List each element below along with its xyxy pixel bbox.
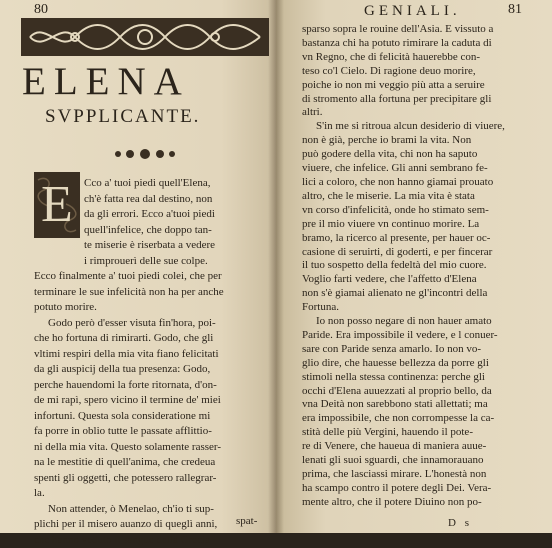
right-page — [276, 0, 552, 533]
text-line: Fortuna. — [302, 301, 548, 315]
text-line: infortuni. Questa sola consideratione mi — [34, 409, 274, 425]
body-text-right — [302, 23, 548, 510]
text-line: che hanno veduto il sangue della Grecia — [34, 533, 274, 548]
intro-text — [84, 176, 272, 269]
text-line: perche hauendomi la forte ritornata, d'on- — [34, 378, 274, 394]
page-number-right: 81 — [508, 2, 522, 18]
text-line: era impossibile, che non corrompesse la ca- — [302, 412, 548, 426]
running-head: GENIALI. — [364, 3, 461, 20]
signature-mark: D s — [448, 517, 472, 529]
text-line: altri. — [302, 106, 548, 120]
body-text-left — [34, 269, 274, 548]
text-line: il tuo sospetto della fedeltà del mio cuore. — [302, 259, 548, 273]
text-line: te miserie è riserbata a vedere — [84, 238, 272, 254]
text-line: Ecco finalmente a' tuoi piedi colei, che per — [34, 269, 274, 285]
text-line: Non attender, ò Menelao, ch'io ti sup- — [34, 502, 274, 518]
text-line: la. — [34, 486, 274, 502]
text-line: de mi rapì, spero vicino il termine de' miei — [34, 393, 274, 409]
text-line: bastanza chi ha potuto rimirare la caduta di — [302, 37, 548, 51]
text-line: potuto morire. — [34, 300, 274, 316]
catchword: spat- — [236, 515, 257, 527]
text-line: prima, che lasciassi mirare. L'honestà non — [302, 468, 548, 482]
text-line: da gli errori. Ecco a'tuoi piedi — [84, 207, 272, 223]
ornamental-headpiece-icon — [20, 17, 270, 57]
text-line: da gli auspicij della tua presenza: Godo, — [34, 362, 274, 378]
text-line: i rimprouerì delle sue colpe. — [84, 254, 272, 270]
text-line: che ho fortuna di rimirarti. Godo, che gli — [34, 331, 274, 347]
text-line: Paride. Era impossibile il vedere, e l conuer- — [302, 329, 548, 343]
text-line: stimoli nella stessa continenza: perche gli — [302, 371, 548, 385]
text-line: mente altro, che il potere Diuino non po- — [302, 496, 548, 510]
text-line: teso co'l Cielo. Di ragione deuo morire, — [302, 65, 548, 79]
text-line: bramo, la ricerco al presente, per hauer oc- — [302, 232, 548, 246]
left-page — [0, 0, 276, 533]
subtitle: SVPPLICANTE. — [45, 106, 275, 128]
text-line: occhi d'Elena auuezzati al proprio bello, da — [302, 385, 548, 399]
text-line: stità delle più Vergini, hauendo il pote- — [302, 426, 548, 440]
text-line: ni della mia vita. Questo solamente rasser- — [34, 440, 274, 456]
text-line: lenati gli suoi sguardi, che innamorauano — [302, 454, 548, 468]
title: ELENA — [22, 60, 272, 104]
decorated-initial — [34, 172, 80, 238]
text-line: terminare le sue infelicità non ha per anche — [34, 285, 274, 301]
text-line: sare con Paride senza amarlo. Io non vo- — [302, 343, 548, 357]
text-line: viuere, che infelice. Gli anni sembrano fe- — [302, 162, 548, 176]
text-line: S'in me si ritroua alcun desiderio di viuere, — [302, 120, 548, 134]
text-line: sparso sopra le rouine dell'Asia. E vissuto a — [302, 23, 548, 37]
page-number-left: 80 — [34, 2, 48, 18]
text-line: non s'è giamai alienato ne gl'incontri della — [302, 287, 548, 301]
text-line: di stromento alla fortuna per precipitare gli — [302, 93, 548, 107]
text-line: re di Venere, che haueua di maniera auue- — [302, 440, 548, 454]
book-gutter — [268, 0, 284, 533]
text-line: quell'infelice, che doppo tan- — [84, 223, 272, 239]
text-line: lici a coloro, che non hanno giamai prouato — [302, 176, 548, 190]
text-line: na le mestitie di quell'anima, che credeua — [34, 455, 274, 471]
text-line: spenti gli oggetti, che potessero rallegrar- — [34, 471, 274, 487]
text-line: Io non posso negare di non hauer amato — [302, 315, 548, 329]
text-line: poiche io non mi veggio più atta a seruire — [302, 79, 548, 93]
text-line: glio dire, che hauesse bellezza da porre gli — [302, 357, 548, 371]
text-line: plichi per il misero auanzo di queglì anni, — [34, 517, 274, 533]
text-line: vn corso d'infelicità, onde ho stimato sem- — [302, 204, 548, 218]
fleuron-ornament-icon — [110, 146, 180, 162]
text-line: ch'è fatta rea dal destino, non — [84, 192, 272, 208]
text-line: Cco a' tuoi piedi quell'Elena, — [84, 176, 272, 192]
text-line: altro, che le miserie. La mia vita è stata — [302, 190, 548, 204]
text-line: pre il mio viuere vn continuo morire. La — [302, 218, 548, 232]
text-line: casione di seruirti, di goderti, e per fincerar — [302, 246, 548, 260]
text-line: vltimi respiri della mia vita fiano felicitati — [34, 347, 274, 363]
decorated-initial-letter: E — [41, 176, 73, 234]
text-line: Godo però d'esser visuta fin'hora, poi- — [34, 316, 274, 332]
text-line: vna Deità non sarebbono stati allettati; ma — [302, 398, 548, 412]
text-line: vn Regno, che di felicità hauerebbe con- — [302, 51, 548, 65]
text-line: può godere della vita, chi non ha saputo — [302, 148, 548, 162]
text-line: non è già, perche io brami la vita. Non — [302, 134, 548, 148]
text-line: fa porre in oblio tutte le passate afflittio- — [34, 424, 274, 440]
text-line: Voglio farti vedere, che l'affetto d'Elena — [302, 273, 548, 287]
text-line: ha scampo contro il potere degli Dei. Vera- — [302, 482, 548, 496]
